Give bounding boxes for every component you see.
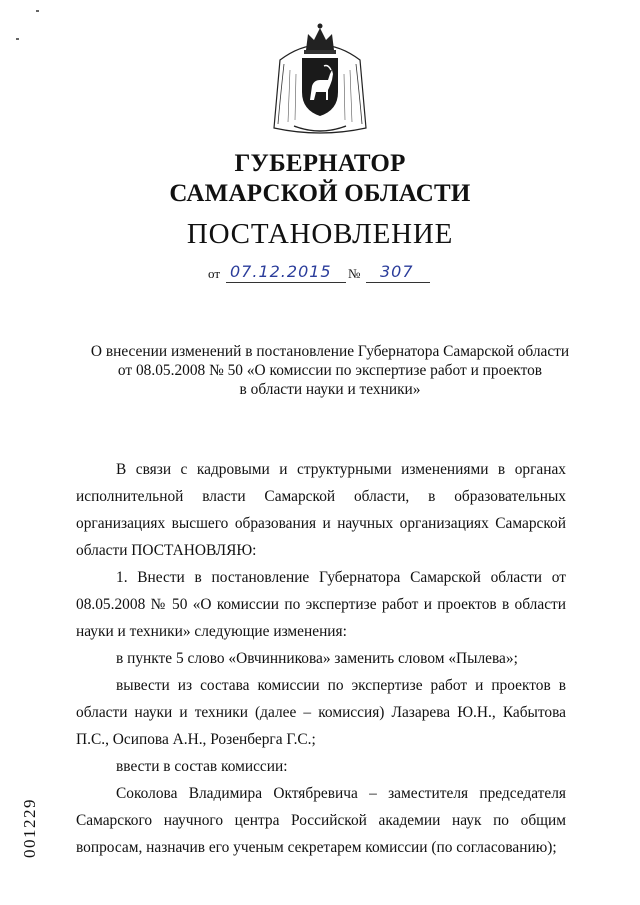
side-registration-number [10, 800, 50, 860]
date-underline [226, 282, 346, 283]
handwritten-number: 307 [380, 262, 414, 281]
registration-number-text: 001229 [20, 798, 39, 858]
authority-title-line2: САМАРСКОЙ ОБЛАСТИ [169, 180, 471, 207]
authority-title-line1: ГУБЕРНАТОР [234, 150, 406, 177]
amendment-paragraph: Соколова Владимира Октябревича – заместителя председателя Самарского научного центра Российской академии наук по общим вопросам, назначив его ученым секретарем комиссии (по согласованию); [76, 785, 566, 856]
handwritten-date: 07.12.2015 [230, 262, 332, 281]
document-subject [60, 342, 600, 399]
number-prefix: № [348, 266, 361, 281]
scan-speck [16, 38, 19, 40]
document-type-title: ПОСТАНОВЛЕНИЕ [186, 218, 454, 250]
coat-of-arms-icon [270, 20, 370, 138]
number-underline [366, 282, 430, 283]
amendment-paragraph: ввести в состав комиссии: [116, 758, 288, 775]
document-body [76, 456, 566, 861]
date-number-line [208, 262, 448, 284]
amendment-paragraph: в пункте 5 слово «Овчинникова» заменить словом «Пылева»; [116, 650, 518, 667]
subject-line: О внесении изменений в постановление Губернатора Самарской области [90, 343, 570, 360]
date-prefix: от [208, 266, 221, 281]
subject-line: в области науки и техники» [239, 381, 421, 398]
amendment-paragraph: вывести из состава комиссии по экспертизе работ и проектов в области науки и техники (далее – комиссия) Лазарева Ю.Н., Кабытова П.С., Осипова А.Н., Розенберга Г.С.; [76, 677, 566, 748]
scan-speck [36, 10, 39, 12]
preamble-paragraph: В связи с кадровыми и структурными изменениями в органах исполнительной власти Самарской области, в образовательных организациях высшего образования и научных организациях Самарской области ПОСТАНОВЛЯЮ: [76, 461, 566, 559]
subject-line: от 08.05.2008 № 50 «О комиссии по экспертизе работ и проектов [117, 362, 543, 379]
item-1-paragraph: 1. Внести в постановление Губернатора Самарской области от 08.05.2008 № 50 «О комиссии по экспертизе работ и проектов в области науки и техники» следующие изменения: [76, 569, 566, 640]
